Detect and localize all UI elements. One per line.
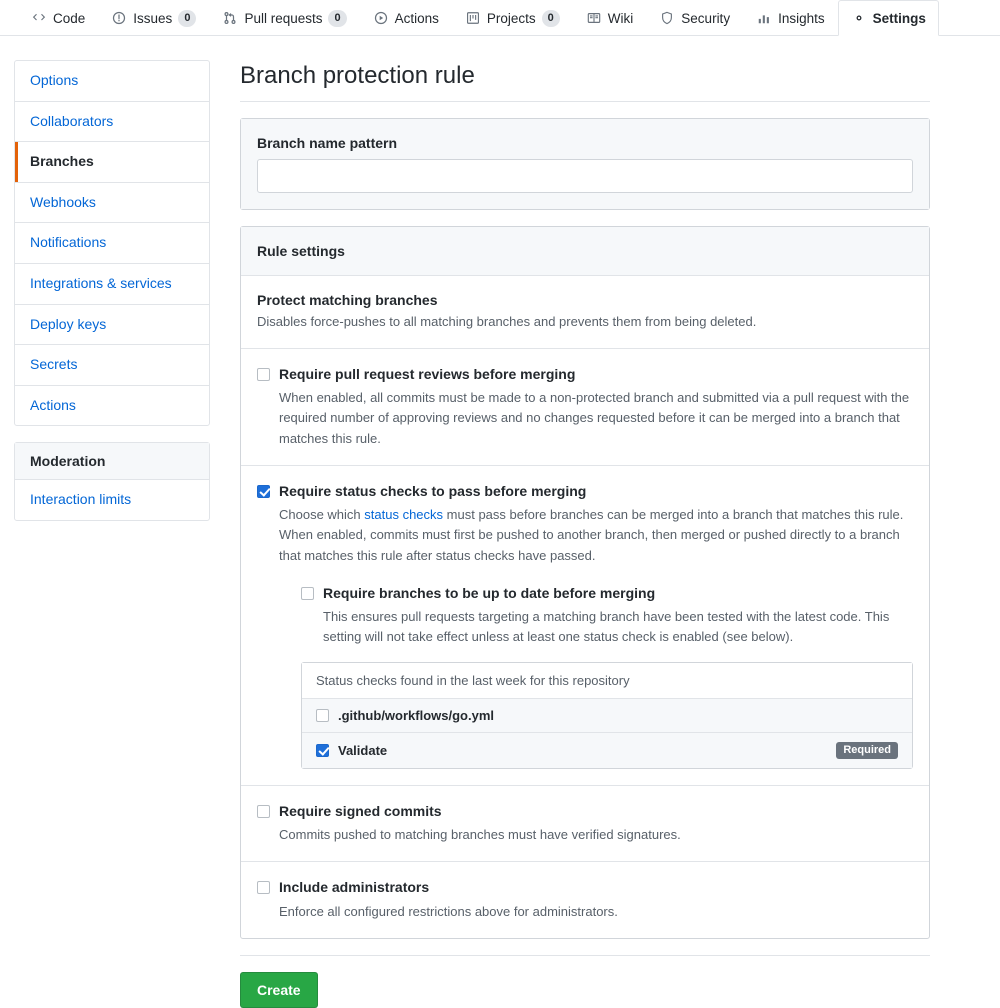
branch-name-pattern-box xyxy=(240,118,930,210)
nav-item-issues[interactable] xyxy=(98,0,209,35)
status-check-item xyxy=(302,699,912,733)
main-content xyxy=(210,60,970,1008)
projects-count: 0 xyxy=(542,10,560,27)
create-button[interactable]: Create xyxy=(240,972,318,1008)
rule-settings-header xyxy=(241,227,929,276)
require-reviews-description: When enabled, all commits must be made to a non-protected branch and submitted via a pull request with the required number of approving reviews and no changes requested before it can be merged into a branch that matches this rule. xyxy=(279,390,910,446)
status-check-checkbox[interactable] xyxy=(316,709,329,722)
rule-settings-title: Rule settings xyxy=(257,243,345,260)
page-body xyxy=(0,36,1000,1008)
nav-item-label: Code xyxy=(53,10,86,26)
sidebar-item-notifications[interactable]: Notifications xyxy=(15,223,209,264)
book-icon xyxy=(586,10,602,26)
branch-name-pattern-header xyxy=(241,119,929,209)
sidebar-item-webhooks[interactable]: Webhooks xyxy=(15,183,209,224)
include-administrators-row xyxy=(257,878,913,922)
nav-item-label: Security xyxy=(681,10,731,26)
require-signed-commits-section xyxy=(241,786,929,863)
status-checks-list-header: Status checks found in the last week for this repository xyxy=(302,663,912,699)
graph-icon xyxy=(756,10,772,26)
require-up-to-date-block xyxy=(301,584,913,769)
require-signed-commits-row xyxy=(257,802,913,846)
git-pull-request-icon xyxy=(222,10,238,26)
sidebar-item-secrets[interactable]: Secrets xyxy=(15,345,209,386)
repo-nav xyxy=(0,0,1000,36)
protect-matching-branches-description: Disables force-pushes to all matching branches and prevents them from being deleted. xyxy=(257,314,757,330)
require-up-to-date-row xyxy=(301,584,913,648)
moderation-heading: Moderation xyxy=(15,443,209,480)
moderation-menu xyxy=(14,442,210,521)
issues-count: 0 xyxy=(178,10,196,27)
status-check-name[interactable]: Validate xyxy=(338,742,388,758)
require-status-checks-row xyxy=(257,482,913,769)
status-badge: Required xyxy=(836,742,898,759)
nav-item-wiki[interactable] xyxy=(573,0,647,35)
nav-item-insights[interactable] xyxy=(743,0,838,35)
sidebar-item-collaborators[interactable]: Collaborators xyxy=(15,102,209,143)
require-up-to-date-checkbox[interactable] xyxy=(301,587,314,600)
shield-icon xyxy=(659,10,675,26)
nav-item-label: Actions xyxy=(394,10,439,26)
nav-item-label: Settings xyxy=(872,10,926,26)
nav-item-label: Issues xyxy=(133,10,173,26)
sidebar-item-branches[interactable]: Branches xyxy=(15,142,209,183)
branch-name-pattern-label: Branch name pattern xyxy=(257,135,398,152)
require-signed-commits-description: Commits pushed to matching branches must have verified signatures. xyxy=(279,827,681,843)
play-icon xyxy=(373,10,389,26)
require-status-checks-checkbox[interactable] xyxy=(257,485,270,498)
pull-requests-count: 0 xyxy=(328,10,346,27)
require-status-checks-description xyxy=(279,505,913,565)
nav-item-pull-requests[interactable] xyxy=(209,0,359,35)
require-reviews-row xyxy=(257,365,913,449)
require-reviews-section xyxy=(241,349,929,466)
gear-icon xyxy=(851,10,867,26)
include-administrators-description: Enforce all configured restrictions above for administrators. xyxy=(279,903,618,919)
sidebar-item-options[interactable]: Options xyxy=(15,61,209,102)
form-actions xyxy=(240,955,930,1008)
nav-item-code[interactable] xyxy=(18,0,98,35)
sidebar-item-integrations-services[interactable]: Integrations & services xyxy=(15,264,209,305)
settings-sidebar xyxy=(14,60,210,1008)
branch-name-pattern-input[interactable] xyxy=(257,159,913,193)
require-signed-commits-label[interactable]: Require signed commits xyxy=(279,802,442,819)
project-icon xyxy=(465,10,481,26)
status-checks-desc-part2: must pass before branches can be merged into a branch that matches this rule. When enabled, commits must first be pushed to another branch, then merged or pushed directly to a branch that matches this rule after status checks have passed. xyxy=(279,507,904,563)
nav-item-label: Insights xyxy=(778,10,825,26)
sidebar-item-actions[interactable]: Actions xyxy=(30,396,76,413)
settings-menu xyxy=(14,60,210,426)
status-checks-link[interactable]: status checks xyxy=(364,507,444,523)
require-reviews-label[interactable]: Require pull request reviews before merging xyxy=(279,365,576,382)
status-checks-list xyxy=(301,662,913,769)
nav-item-label: Projects xyxy=(486,10,536,26)
nav-item-projects[interactable] xyxy=(452,0,573,35)
issue-opened-icon xyxy=(111,10,127,26)
nav-item-actions[interactable] xyxy=(360,0,452,35)
nav-item-label: Wiki xyxy=(607,10,634,26)
sidebar-item-deploy-keys[interactable]: Deploy keys xyxy=(15,305,209,346)
require-status-checks-section xyxy=(241,466,929,786)
include-administrators-section xyxy=(241,862,929,938)
require-up-to-date-description: This ensures pull requests targeting a matching branch have been tested with the latest code. This setting will not take effect unless at least one status check is enabled (see below). xyxy=(323,609,890,645)
protect-matching-branches-title: Protect matching branches xyxy=(257,292,438,309)
nav-item-label: Pull requests xyxy=(244,10,323,26)
protect-matching-branches-section xyxy=(241,276,929,349)
status-check-checkbox[interactable] xyxy=(316,744,329,757)
require-reviews-checkbox[interactable] xyxy=(257,368,270,381)
require-up-to-date-label[interactable]: Require branches to be up to date before merging xyxy=(323,584,656,601)
status-check-item xyxy=(302,733,912,768)
require-signed-commits-checkbox[interactable] xyxy=(257,805,270,818)
require-status-checks-label[interactable]: Require status checks to pass before merging xyxy=(279,482,587,499)
sidebar-item-interaction-limits[interactable]: Interaction limits xyxy=(30,491,132,508)
status-checks-desc-part1: Choose which xyxy=(279,507,365,523)
nav-item-settings[interactable] xyxy=(838,0,939,36)
code-icon xyxy=(31,10,47,26)
nav-item-security[interactable] xyxy=(646,0,743,35)
include-administrators-checkbox[interactable] xyxy=(257,881,270,894)
rule-settings-box xyxy=(240,226,930,939)
page-title: Branch protection rule xyxy=(240,60,930,102)
include-administrators-label[interactable]: Include administrators xyxy=(279,879,430,896)
status-check-name[interactable]: .github/workflows/go.yml xyxy=(338,707,494,723)
